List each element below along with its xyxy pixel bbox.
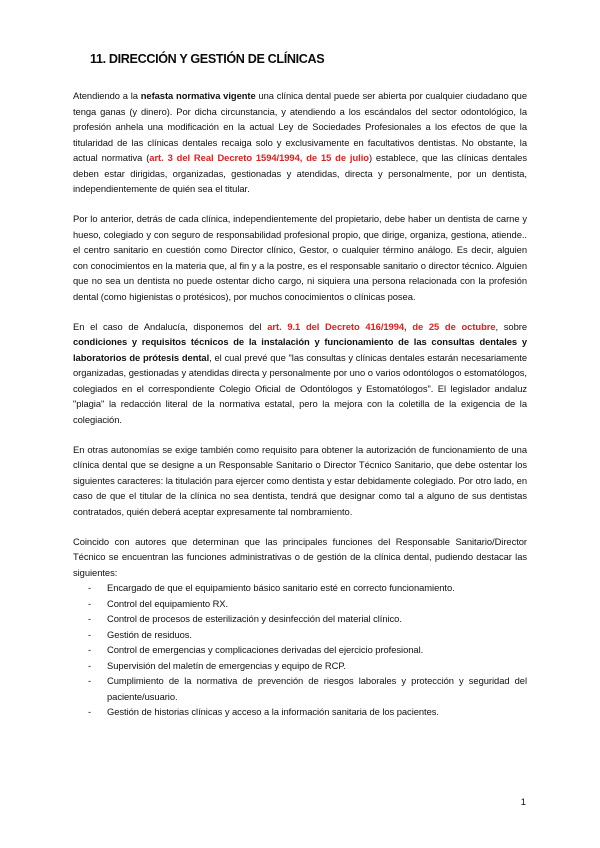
p3-text-2: , sobre (495, 320, 527, 332)
paragraph-3 (73, 319, 527, 428)
list-dash: - (88, 659, 92, 671)
page-number: 1 (520, 797, 526, 808)
section-title: 11. DIRECCIÓN Y GESTIÓN DE CLÍNICAS (90, 52, 325, 66)
p3-text-3: , el cual prevé que "las consultas y clínicas dentales estarán necesariamente organizadas, gestionadas y atendidas directa y personalmente por uno o varios odontólogos o estomatólogos, colegiados en el correspondiente Colegio Oficial de Odontólogos y Estomatólogos". El legislador andaluz "plagia" la redacción literal de la normativa estatal, pero la mejora con la coletilla de la exigencia de la colegiación. (73, 351, 527, 425)
list-dash: - (88, 675, 92, 686)
p3-bold-1: condiciones y requisitos técnicos de la instalación y funcionamiento de las consultas dentales y laboratorios de prótesis dental (73, 336, 527, 363)
list-item-text: Encargado de que el equipamiento básico sanitario esté en correcto funcionamiento. (107, 582, 455, 593)
p3-legal-reference: art. 9.1 del Decreto 416/1994, de 25 de octubre (267, 320, 496, 332)
list-item-text: Control del equipamiento RX. (107, 597, 229, 609)
list-item (88, 658, 527, 674)
list-item (88, 611, 527, 627)
list-item-text: Control de emergencias y complicaciones derivadas del ejercicio profesional. (107, 644, 424, 655)
p1-legal-reference: art. 3 del Real Decreto 1594/1994, de 15 de julio (149, 152, 369, 163)
p1-text-3: ) establece, que las clínicas dentales deben estar dirigidas, organizadas, gestionadas y atendidas, directa y personalmente, por un dentista, independientemente de quién sea el titular. (73, 152, 527, 194)
list-item-text: Control de procesos de esterilización y desinfección del material clínico. (107, 613, 402, 624)
list-item (88, 642, 527, 658)
paragraph-1 (73, 88, 527, 197)
list-item-text: Supervisión del maletín de emergencias y equipo de RCP. (107, 659, 346, 671)
paragraph-2: Por lo anterior, detrás de cada clínica, independientemente del propietario, debe haber un dentista de carne y hueso, colegiado y con seguro de responsabilidad profesional propio, que dirige, organiza, gestiona, atiende.. el centro sanitario en cuestión como Director clínico, Gestor, o cualquier término análogo. Es decir, alguien con conocimientos en la materia que, al fin y a la postre, es el responsable sanitario o director técnico. Alguien que no sea un dentista no puede ostentar dicho cargo, ni siquiera una persona relacionada con la profesión dental (como higienistas o protésicos), por muchos conocimientos o clínicas posea. (73, 213, 527, 302)
list-item (88, 627, 527, 643)
functions-list (73, 580, 527, 720)
list-dash: - (88, 597, 92, 609)
paragraph-5: Coincido con autores que determinan que las principales funciones del Responsable Sanitario/Director Técnico se encuentran las funciones administrativas o de gestión de la clínica dental, pudiendo destacar las siguientes: (73, 535, 527, 578)
list-item-text: Gestión de residuos. (107, 628, 192, 640)
list-item (88, 673, 527, 704)
list-item (88, 704, 527, 720)
list-item-text: Cumplimiento de la normativa de prevención de riesgos laborales y protección y seguridad del paciente/usuario. (107, 675, 527, 702)
paragraph-4: En otras autonomías se exige también como requisito para obtener la autorización de funcionamiento de una clínica dental que se designe a un Responsable Sanitario o Director Técnico Sanitario, que debe ostentar los siguientes caracteres: la titulación para ejercer como dentista y estar debidamente colegiado. Por otro lado, en caso de que el titular de la clínica no sea dentista, tendrá que designar como tal a alguno de sus dentistas contratados, quién deberá aceptar expresamente tal nombramiento. (73, 443, 527, 517)
p1-text-1: Atendiendo a la (73, 90, 141, 101)
list-dash: - (88, 628, 92, 640)
list-item-text: Gestión de historias clínicas y acceso a la información sanitaria de los pacientes. (107, 706, 439, 717)
list-dash: - (88, 644, 92, 655)
list-dash: - (88, 582, 92, 593)
p1-bold-1: nefasta normativa vigente (140, 90, 256, 101)
list-dash: - (88, 706, 92, 717)
p3-text-1: En el caso de Andalucía, disponemos del (73, 320, 268, 332)
list-dash: - (88, 613, 92, 624)
p1-text-2: una clínica dental puede ser abierta por cualquier ciudadano que tenga ganas (y dinero). Por dicha circunstancia, y atendiendo a los escándalos del sector odontológico, la profesión anhela una modificación en la actual Ley de Sociedades Profesionales a los efectos de que la titularidad de las clínicas dentales recaiga solo y exclusivamente en facultativos dentistas. No obstante, la actual normativa ( (73, 90, 527, 163)
list-item (88, 580, 527, 596)
list-item (88, 596, 527, 612)
